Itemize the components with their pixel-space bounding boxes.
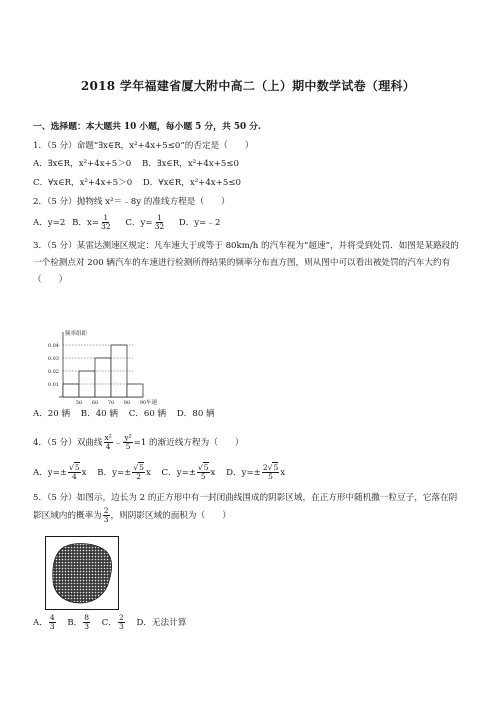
x-axis-label: 车速 [146, 400, 158, 405]
x-tick-label: 50 [75, 400, 83, 405]
q2-option-b[interactable]: B．x= $\frac{1}{32}$ [72, 213, 111, 231]
fraction: $\frac{1}{32}$ [101, 213, 111, 231]
x-tick-label: 80 [123, 400, 131, 405]
q2-option-c[interactable]: C．y= $\frac{1}{32}$ [125, 213, 165, 231]
y-tick-label: 0.02 [47, 368, 59, 375]
q5-option-a[interactable]: A． $\frac{4}{3}$ [33, 613, 55, 631]
q2-stem: 2．（5 分）抛物线 x²＝﹣8y 的准线方程是（ ） [33, 197, 230, 207]
y-tick-label: 0.01 [47, 381, 59, 388]
q1-option-a[interactable]: A．∃x∈R，x²+4x+5＞0 [33, 159, 132, 169]
q5-stem: 5．（5 分）如图示，边长为 2 的正方形中有一封闭曲线围成的阴影区域，在正方形中随机撒一粒豆子，它落在阴影区域内的概率为 $\frac{2}{3}$ ，则阴影区域的面积为（ ） [33, 493, 458, 524]
q4-option-c[interactable]: C．y=± $\frac{√5}{5}$ x [161, 463, 216, 481]
q1-option-c[interactable]: C．∀x∈R，x²+4x+5＞0 [33, 178, 133, 188]
q5-option-c[interactable]: C． $\frac{2}{3}$ [101, 613, 124, 631]
y-tick-label: 0.03 [47, 355, 59, 362]
q5-options [33, 614, 194, 631]
fraction: $\frac{8}{3}$ [84, 613, 90, 631]
y-axis-label: 频率组距 [65, 331, 88, 337]
q5-option-b[interactable]: B． $\frac{8}{3}$ [67, 613, 90, 631]
shaded-region [46, 537, 118, 609]
histogram-bar [111, 345, 127, 397]
fraction: $\frac{2}{3}$ [103, 506, 109, 524]
q4-option-a[interactable]: A．y=± $\frac{√5}{4}$ x [33, 463, 87, 481]
q2-option-a[interactable]: A．y=2 [33, 218, 66, 228]
q3-option-b[interactable]: B．40 辆 [80, 409, 118, 419]
q1-option-b[interactable]: B．∃x∈R，x²+4x+5≤0 [142, 159, 240, 169]
q3-option-c[interactable]: C．60 辆 [128, 409, 167, 419]
q3-stem: 3．（5 分）某雷达测速区规定：凡车速大于或等于 80km/h 的汽车视为“超速”，并将受到处罚．如图是某路段的一个检测点对 200 辆汽车的车速进行检测所得结果的频率分布直方图，则从图中可以看出被处罚的汽车大约有（ ） [33, 241, 459, 285]
fraction: $\frac{\text{y²}}{5}$ [124, 433, 132, 451]
fraction: $\frac{4}{3}$ [49, 613, 55, 631]
q1-stem: 1．（5 分）命题“∃x∈R，x²+4x+5≤0”的否定是（ ） [33, 141, 254, 151]
fraction: $\frac{1}{32}$ [154, 213, 165, 231]
histogram-bar [95, 358, 111, 397]
fraction: $\frac{2}{3}$ [118, 613, 124, 631]
q1-options-row2 [33, 177, 249, 189]
fraction: $\frac{√5}{2}$ [133, 463, 144, 481]
section-heading: 一、选择题：本大题共 10 小题，每小题 5 分，共 50 分. [33, 122, 261, 132]
q1-option-d[interactable]: D．∀x∈R，x²+4x+5≤0 [142, 178, 241, 188]
x-tick-label: 70 [107, 400, 115, 405]
q4-stem: 4．（5 分）双曲线 $\frac{\text{x²}}{4}$ ﹣ $\frac{\text{y²}}{5}$ =1 的渐近线方程为（ ） [33, 433, 244, 451]
q3-options [33, 408, 223, 420]
q3-option-d[interactable]: D．80 辆 [176, 409, 215, 419]
q2-option-d[interactable]: D．y=﹣2 [178, 218, 221, 228]
fraction: $\frac{√5}{5}$ [197, 463, 209, 481]
q2-options [33, 214, 220, 231]
x-tick-label: 60 [91, 400, 99, 405]
q3-option-a[interactable]: A．20 辆 [33, 409, 71, 419]
frequency-histogram [33, 327, 183, 405]
y-tick-label: 0.04 [47, 342, 59, 349]
q4-option-d[interactable]: D．y=± $\frac{2√5}{5}$ x [226, 463, 286, 481]
fraction: $\frac{√5}{4}$ [69, 463, 80, 481]
page-title: 2018 学年福建省厦大附中高二（上）期中数学试卷（理科） [80, 79, 416, 93]
fraction: $\frac{\text{x²}}{4}$ [104, 433, 112, 451]
q4-option-b[interactable]: B．y=± $\frac{√5}{2}$ x [97, 463, 151, 481]
histogram-bar [127, 384, 143, 397]
q1-options-row1 [33, 158, 247, 170]
square-figure [45, 536, 119, 610]
q4-options [33, 464, 293, 481]
x-tick-label: 90 [139, 400, 147, 405]
q5-option-d[interactable]: D．无法计算 [136, 618, 187, 628]
fraction: $\frac{2√5}{5}$ [262, 463, 279, 481]
histogram-bar [63, 384, 79, 397]
